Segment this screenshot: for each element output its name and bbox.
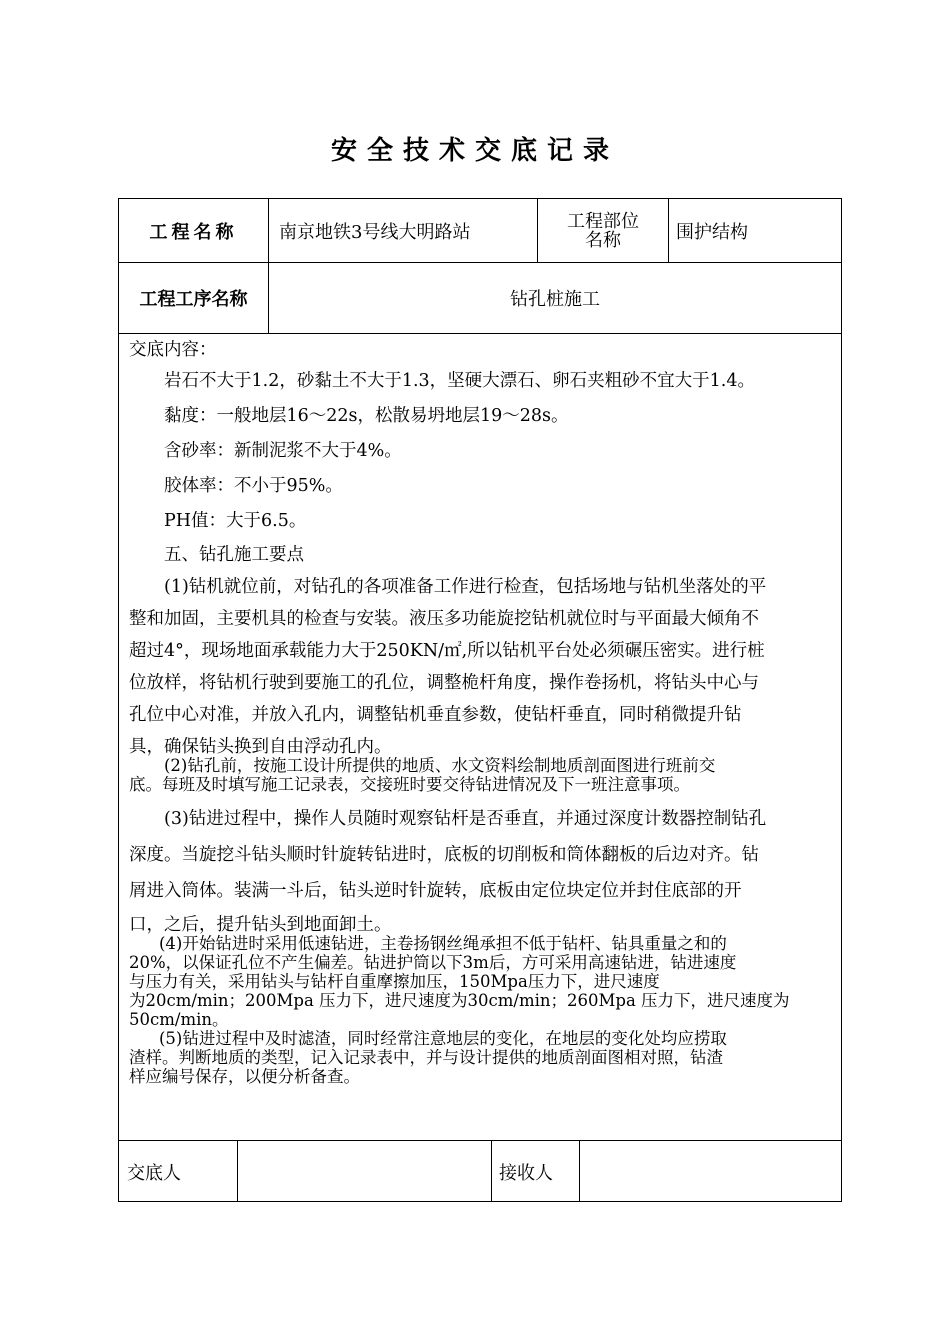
part-label-line2: 名称	[585, 229, 621, 251]
content-line: 样应编号保存，以便分析备查。	[129, 1067, 360, 1086]
receiver-label: 接收人	[499, 1162, 553, 1184]
content-line: 位放样，将钻机行驶到要施工的孔位，调整桅杆角度，操作卷扬机，将钻头中心与	[129, 673, 759, 693]
content-line: 黏度：一般地层16～22s，松散易坍地层19～28s。	[164, 406, 569, 426]
content-line: 胶体率：不小于95%。	[164, 476, 343, 496]
part-label-line1: 工程部位	[567, 210, 639, 232]
content-line: (2)钻孔前，按施工设计所提供的地质、水文资料绘制地质剖面图进行班前交	[164, 756, 716, 775]
column-divider	[491, 1140, 492, 1202]
process-value: 钻孔桩施工	[510, 289, 600, 310]
content-line: 50cm/min。	[129, 1010, 229, 1029]
column-divider	[668, 199, 669, 262]
part-label	[538, 199, 668, 262]
section-heading: 五、钻孔施工要点	[164, 545, 304, 565]
content-line: 具，确保钻头换到自由浮动孔内。	[129, 737, 392, 757]
content-line: (5)钻进过程中及时滤渣，同时经常注意地层的变化，在地层的变化处均应捞取	[159, 1029, 727, 1048]
content-line: 孔位中心对准，并放入孔内，调整钻机垂直参数，使钻杆垂直，同时稍微提升钻	[129, 705, 742, 725]
content-line: 整和加固，主要机具的检查与安装。液压多功能旋挖钻机就位时与平面最大倾角不	[129, 609, 759, 629]
content-line: 超过4°，现场地面承载能力大于250KN/㎡,所以钻机平台处必须碾压密实。进行桩	[129, 641, 765, 661]
content-line: 20%，以保证孔位不产生偏差。钻进护筒以下3m后，方可采用高速钻进，钻进速度	[129, 953, 737, 972]
content-line: PH值：大于6.5。	[164, 511, 307, 531]
content-line: 口，之后，提升钻头到地面卸土。	[129, 915, 392, 935]
giver-signature-field[interactable]	[238, 1141, 491, 1202]
part-value: 围护结构	[676, 221, 748, 243]
content-line: 为20cm/min；200Mpa 压力下，进尺速度为30cm/min；260Mpa 压力下，进尺速度为	[129, 991, 790, 1010]
content-line: 岩石不大于1.2，砂黏土不大于1.3，坚硬大漂石、卵石夹粗砂不宜大于1.4。	[164, 371, 755, 391]
content-heading: 交底内容：	[129, 340, 217, 360]
project-name-value: 南京地铁3号线大明路站	[279, 221, 471, 243]
content-line: (4)开始钻进时采用低速钻进，主卷扬钢丝绳承担不低于钻杆、钻具重量之和的	[159, 934, 727, 953]
content-line: 含砂率：新制泥浆不大于4%。	[164, 441, 402, 461]
content-line: (3)钻进过程中，操作人员随时观察钻杆是否垂直，并通过深度计数器控制钻孔	[164, 809, 767, 829]
record-table	[118, 198, 842, 1202]
content-line: 底。每班及时填写施工记录表，交接班时要交待钻进情况及下一班注意事项。	[129, 775, 690, 794]
content-line: 与压力有关，采用钻头与钻杆自重摩擦加压，150Mpa压力下，进尺速度	[129, 972, 660, 991]
process-label: 工程工序名称	[139, 289, 248, 310]
content-line: 深度。当旋挖斗钻头顺时针旋转钻进时，底板的切削板和筒体翻板的后边对齐。钻	[129, 845, 759, 865]
page-title: 安全技术交底记录	[330, 136, 619, 166]
content-line: 屑进入筒体。装满一斗后，钻头逆时针旋转，底板由定位块定位并封住底部的开	[129, 881, 742, 901]
project-name-label: 工程名称	[149, 221, 238, 243]
row-divider	[119, 333, 841, 334]
content-line: (1)钻机就位前，对钻孔的各项准备工作进行检查，包括场地与钻机坐落处的平	[164, 577, 767, 597]
giver-label: 交底人	[127, 1162, 181, 1184]
content-line: 渣样。判断地质的类型，记入记录表中，并与设计提供的地质剖面图相对照，钻渣	[129, 1048, 723, 1067]
receiver-signature-field[interactable]	[580, 1141, 841, 1202]
